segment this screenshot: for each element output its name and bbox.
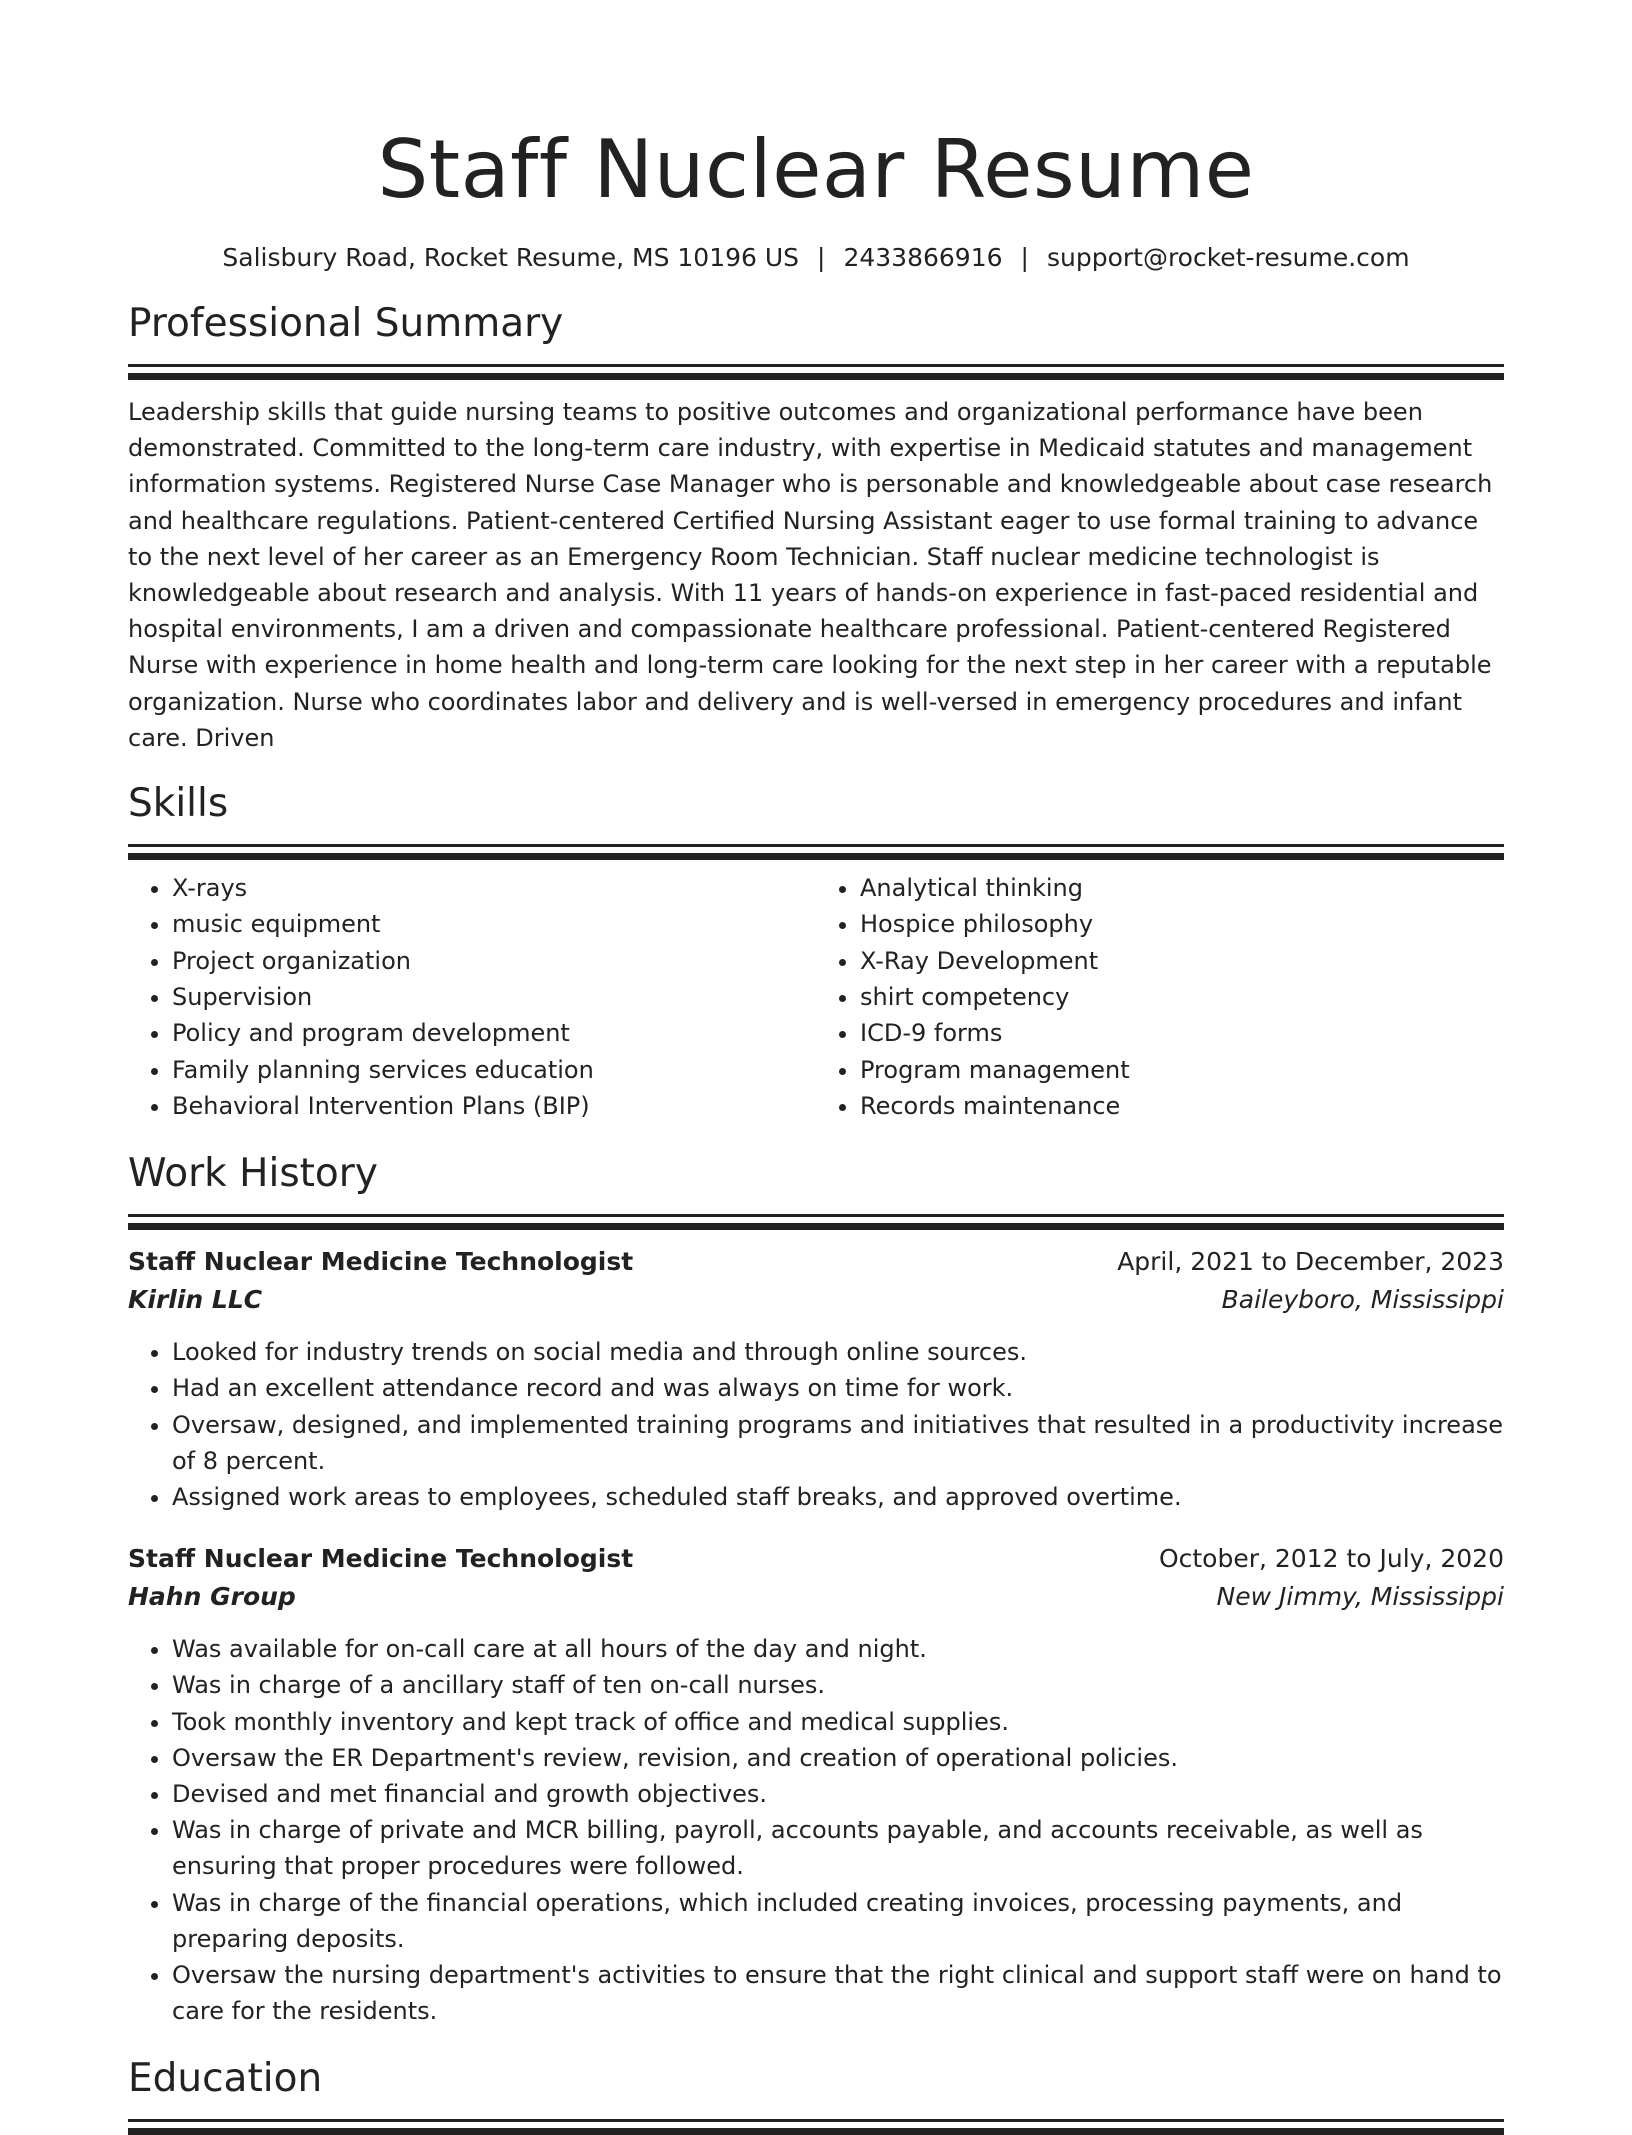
section-divider (128, 844, 1504, 847)
job-location: Baileyboro, Mississippi (1221, 1285, 1504, 1315)
skill-item: • Family planning services education (172, 1052, 816, 1088)
job-bullet: • Assigned work areas to employees, scheduled staff breaks, and approved overtime. (172, 1479, 1504, 1515)
job-bullet: • Took monthly inventory and kept track of office and medical supplies. (172, 1704, 1504, 1740)
job-dates: April, 2021 to December, 2023 (1117, 1247, 1504, 1277)
job-title: Staff Nuclear Medicine Technologist (128, 1544, 634, 1574)
resume-name: Staff Nuclear Resume (377, 123, 1255, 216)
job-entry (128, 1541, 1504, 2029)
skill-item: • Analytical thinking (860, 870, 1504, 906)
skill-item: • music equipment (172, 906, 816, 942)
job-title: Staff Nuclear Medicine Technologist (128, 1247, 634, 1277)
contact-separator: | (817, 243, 826, 272)
job-bullet: • Oversaw the ER Department's review, revision, and creation of operational policies. (172, 1740, 1504, 1776)
contact-phone: 2433866916 (843, 243, 1003, 272)
section-divider (128, 1214, 1504, 1217)
skill-item: • ICD-9 forms (860, 1015, 1504, 1051)
job-bullets (128, 1334, 1504, 1515)
contact-email: support@rocket-resume.com (1046, 243, 1410, 272)
skill-item: • Records maintenance (860, 1088, 1504, 1124)
skill-item: • Hospice philosophy (860, 906, 1504, 942)
summary-section (128, 300, 1504, 756)
job-bullet: • Was in charge of the financial operations, which included creating invoices, processing payments, and preparing deposits. (172, 1885, 1504, 1957)
contact-separator: | (1020, 243, 1029, 272)
job-bullets (128, 1631, 1504, 2029)
job-bullet: • Was in charge of private and MCR billing, payroll, accounts payable, and accounts receivable, as well as ensuring that proper procedures were followed. (172, 1812, 1504, 1884)
job-location: New Jimmy, Mississippi (1216, 1582, 1504, 1612)
skills-columns (128, 870, 1504, 1124)
job-dates: October, 2012 to July, 2020 (1158, 1544, 1504, 1574)
work-section (128, 1150, 1504, 2029)
summary-heading: Professional Summary (128, 301, 564, 346)
work-heading: Work History (128, 1151, 378, 1197)
education-section (128, 2055, 1504, 2135)
contact-address: Salisbury Road, Rocket Resume, MS 10196 US (222, 243, 800, 272)
skills-section (128, 780, 1504, 1124)
section-divider-thick (128, 853, 1504, 860)
skills-list-right (816, 870, 1504, 1124)
job-subheader (128, 1577, 1504, 1617)
skill-item: • X-rays (172, 870, 816, 906)
job-bullet: • Devised and met financial and growth objectives. (172, 1776, 1504, 1812)
skills-heading: Skills (128, 781, 229, 827)
job-bullet: • Oversaw the nursing department's activities to ensure that the right clinical and support staff were on hand to care for the residents. (172, 1957, 1504, 2029)
job-bullet: • Was available for on-call care at all hours of the day and night. (172, 1631, 1504, 1667)
job-header (128, 1541, 1504, 1577)
job-entry (128, 1244, 1504, 1515)
skill-item: • Program management (860, 1052, 1504, 1088)
section-divider-thick (128, 373, 1504, 380)
skill-item: • Policy and program development (172, 1015, 816, 1051)
skill-item: • shirt competency (860, 979, 1504, 1015)
job-header (128, 1244, 1504, 1280)
job-company: Kirlin LLC (128, 1285, 263, 1315)
job-company: Hahn Group (128, 1582, 296, 1612)
section-divider-thick (128, 1223, 1504, 1230)
contact-line (128, 242, 1504, 274)
education-heading: Education (128, 2056, 323, 2102)
job-bullet: • Oversaw, designed, and implemented training programs and initiatives that resulted in a productivity increase of 8 percent. (172, 1407, 1504, 1479)
section-divider-thick (128, 2128, 1504, 2135)
skill-item: • Supervision (172, 979, 816, 1015)
skill-item: • Project organization (172, 943, 816, 979)
skill-item: • Behavioral Intervention Plans (BIP) (172, 1088, 816, 1124)
summary-text: Leadership skills that guide nursing teams to positive outcomes and organizational performance have been demonstrated. Committed to the long-term care industry, with expertise in Medicaid statutes and management information systems. Registered Nurse Case Manager who is personable and knowledgeable about case research and healthcare regulations. Patient-centered Certified Nursing Assistant eager to use formal training to advance to the next level of her career as an Emergency Room Technician. Staff nuclear medicine technologist is knowledgeable about research and analysis. With 11 years of hands-on experience in fast-paced residential and hospital environments, I am a driven and compassionate healthcare professional. Patient-centered Registered Nurse with experience in home health and long-term care looking for the next step in her career with a reputable organization. Nurse who coordinates labor and delivery and is well-versed in emergency procedures and infant care. Driven (128, 398, 1493, 752)
job-bullet: • Was in charge of a ancillary staff of ten on-call nurses. (172, 1667, 1504, 1703)
job-subheader (128, 1280, 1504, 1320)
skill-item: • X-Ray Development (860, 943, 1504, 979)
job-bullet: • Had an excellent attendance record and was always on time for work. (172, 1370, 1504, 1406)
skills-list-left (128, 870, 816, 1124)
job-bullet: • Looked for industry trends on social media and through online sources. (172, 1334, 1504, 1370)
section-divider (128, 364, 1504, 367)
section-divider (128, 2119, 1504, 2122)
